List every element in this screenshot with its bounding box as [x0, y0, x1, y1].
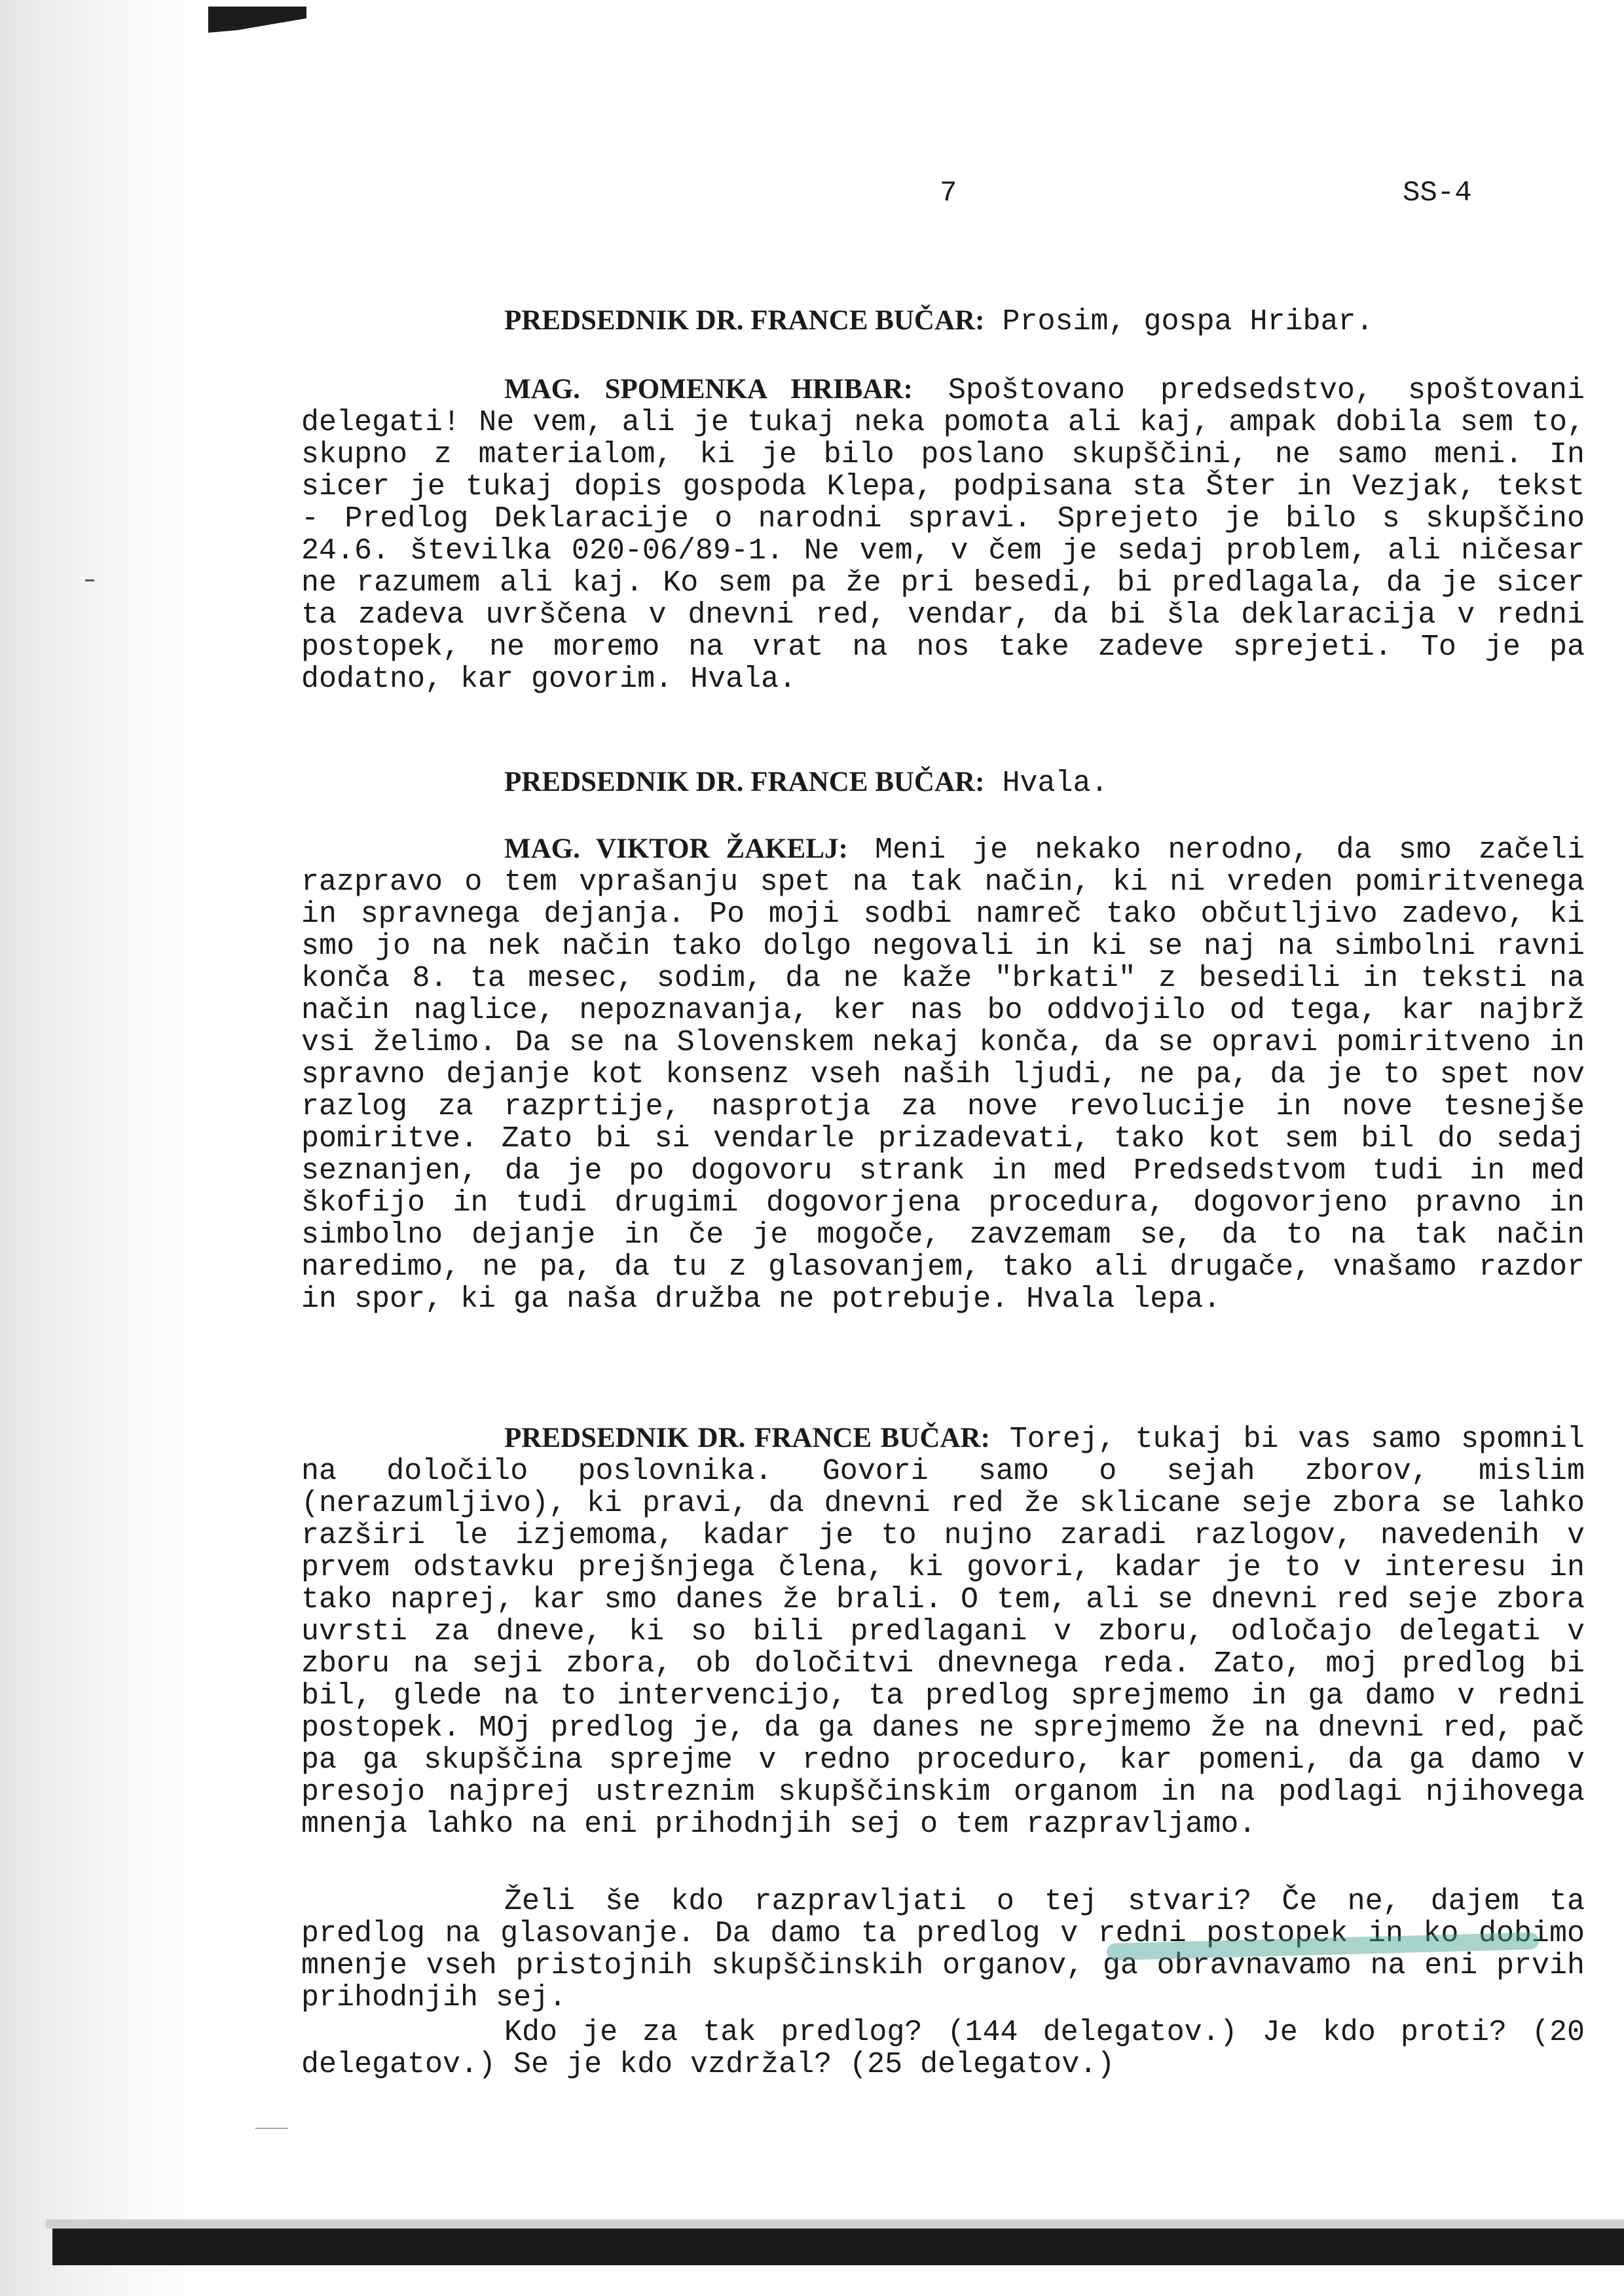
speaker-name: PREDSEDNIK DR. FRANCE BUČAR:: [504, 767, 985, 797]
paragraph: [301, 833, 1585, 1315]
paragraph-text: Želi še kdo razpravljati o tej stvari? Če ne, dajem ta predlog na glasovanje. Da damo ta predlog v redni postopek in ko dobimo mnenje vseh pristojnih skupščinskih organov, ga obravnavamo na eni prvih prihodnjih sej.: [301, 1885, 1585, 2014]
paragraph-text: Kdo je za tak predlog? (144 delegatov.) Je kdo proti? (20 delegatov.) Se je kdo vzdržal? (25 delegatov.): [301, 2016, 1585, 2081]
document-code: SS-4: [1403, 177, 1472, 210]
paragraph: [301, 373, 1585, 695]
scan-corner-mark: [208, 7, 306, 33]
scan-bottom-edge: [52, 2226, 1624, 2265]
scan-speck: [255, 2128, 288, 2129]
paragraph-text: Prosim, gospa Hribar.: [1002, 305, 1374, 338]
binding-shadow: [0, 0, 216, 2296]
paragraph-text: Meni je nekako nerodno, da smo začeli razpravo o tem vprašanju spet na tak način, ki ni vreden pomiritvenega in spravnega dejanja. Po moji sodbi namreč tako občutljivo zadevo, ki smo jo na nek način tako dolgo negovali in ki se naj na simbolni ravni konča 8. ta mesec, sodim, da ne kaže "brkati" z besedili in teksti na način naglice, nepoznavanja, ker nas bo oddvojilo od tega, kar najbrž vsi želimo. Da se na Slovenskem nekaj konča, da se opravi pomiritveno in spravno dejanje kot konsenz vseh naših ljudi, ne pa, da je to spet nov razlog za razprtije, nasprotja za nove revolucije in nove tesnejše pomiritve. Zato bi si vendarle prizadevati, tako kot sem bil do sedaj seznanjen, da je po dogovoru strank in med Predsedstvom tudi in med škofijo in tudi drugimi dogovorjena procedura, dogovorjeno pravno in simbolno dejanje in če je mogoče, zavzemam se, da to na tak način naredimo, ne pa, da tu z glasovanjem, tako ali drugače, vnašamo razdor in spor, ki ga naša družba ne potrebuje. Hvala lepa.: [301, 833, 1585, 1316]
paragraph: [301, 2016, 1585, 2081]
paragraph-text: Hvala.: [1002, 767, 1109, 800]
speaker-name: PREDSEDNIK DR. FRANCE BUČAR:: [504, 1423, 990, 1453]
paragraph: [301, 304, 1585, 338]
speaker-name: MAG. VIKTOR ŽAKELJ:: [504, 833, 848, 864]
paragraph-text: Torej, tukaj bi vas samo spomnil na določilo poslovnika. Govori samo o sejah zborov, mislim (nerazumljivo), ki pravi, da dnevni red že sklicane seje zbora se lahko razširi le izjemoma, kadar je to nujno zaradi razlogov, navedenih v prvem odstavku prejšnjega člena, ki govori, kadar je to v interesu in tako naprej, kar smo danes že brali. O tem, ali se dnevni red seje zbora uvrsti za dneve, ki so bili predlagani v zboru, odločajo delegati v zboru na seji zbora, ob določitvi dnevnega reda. Zato, moj predlog bi bil, glede na to intervencijo, ta predlog sprejmemo in ga damo v redni postopek. MOj predlog je, da ga danes ne sprejmemo že na dnevni red, pač pa ga skupščina sprejme v redno proceduro, kar pomeni, da ga damo v presojo najprej ustreznim skupščinskim organom in na podlagi njihovega mnenja lahko na eni prihodnjih sej o tem razpravljamo.: [301, 1423, 1585, 1841]
paragraph: [301, 766, 1585, 799]
speaker-name: PREDSEDNIK DR. FRANCE BUČAR:: [504, 305, 985, 336]
paragraph: [301, 1422, 1585, 1840]
scan-speck: [85, 579, 94, 581]
paragraph-text: Spoštovano predsedstvo, spoštovani delegati! Ne vem, ali je tukaj neka pomota ali kaj, ampak dobila sem to, skupno z materialom, ki je bilo poslano skupščini, ne samo meni. In sicer je tukaj dopis gospoda Klepa, podpisana sta Šter in Vezjak, tekst - Predlog Deklaracije o narodni spravi. Sprejeto je bilo s skupščino 24.6. številka 020-06/89-1. Ne vem, v čem je sedaj problem, ali ničesar ne razumem ali kaj. Ko sem pa že pri besedi, bi predlagala, da je sicer ta zadeva uvrščena v dnevni red, vendar, da bi šla deklaracija v redni postopek, ne moremo na vrat na nos take zadeve sprejeti. To je pa dodatno, kar govorim. Hvala.: [301, 374, 1585, 696]
speaker-name: MAG. SPOMENKA HRIBAR:: [504, 374, 913, 405]
page-number: 7: [940, 177, 957, 210]
